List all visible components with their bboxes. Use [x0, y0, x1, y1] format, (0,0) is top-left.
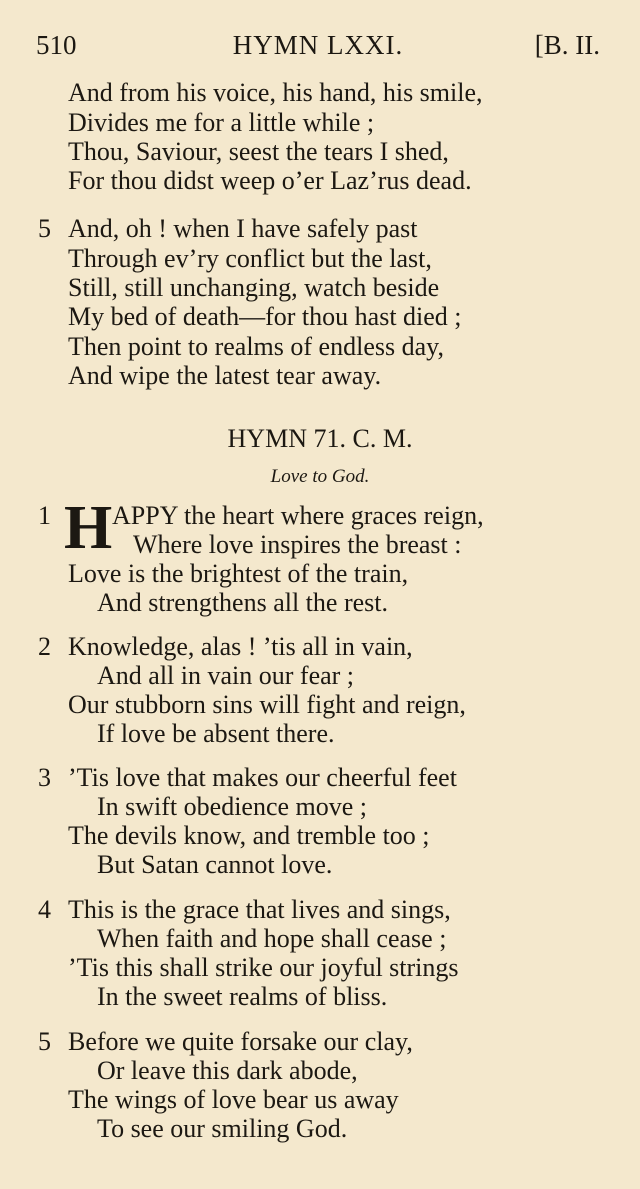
verse-line: But Satan cannot love.	[97, 850, 333, 879]
drop-cap: H	[64, 494, 113, 562]
verse-line: The wings of love bear us away	[68, 1085, 399, 1114]
verse-line: And from his voice, his hand, his smile,	[68, 78, 483, 107]
stanza-number: 3	[38, 763, 51, 792]
verse-line: In swift obedience move ;	[97, 792, 368, 821]
verse-line: And all in vain our fear ;	[97, 661, 355, 690]
stanza-number: 2	[38, 632, 51, 661]
verse-line: And, oh ! when I have safely past	[68, 214, 418, 243]
verse-line: In the sweet realms of bliss.	[97, 982, 388, 1011]
verse-line: For thou didst weep o’er Laz’rus dead.	[68, 166, 472, 195]
verse-line: APPY the heart where graces reign,	[112, 501, 484, 530]
verse-line: Divides me for a little while ;	[68, 108, 375, 137]
page-number: 510	[36, 30, 77, 60]
stanza-number: 1	[38, 501, 51, 530]
verse-line: And wipe the latest tear away.	[68, 361, 382, 390]
running-title: HYMN LXXI.	[232, 30, 404, 60]
running-header	[36, 30, 600, 66]
verse-line: The devils know, and tremble too ;	[68, 821, 430, 850]
verse-line: And strengthens all the rest.	[97, 588, 388, 617]
book-reference: [B. II.	[534, 30, 600, 60]
verse-line: Love is the brightest of the train,	[68, 559, 409, 588]
stanza-number: 5	[38, 1027, 51, 1056]
verse-line: Before we quite forsake our clay,	[68, 1027, 413, 1056]
verse-line: Still, still unchanging, watch beside	[68, 273, 440, 302]
verse-line: If love be absent there.	[97, 719, 335, 748]
verse-line: Our stubborn sins will fight and reign,	[68, 690, 466, 719]
verse-line: This is the grace that lives and sings,	[68, 895, 451, 924]
verse-line: Then point to realms of endless day,	[68, 332, 444, 361]
hymn-subtitle: Love to God.	[270, 466, 370, 487]
stanza-number: 5	[38, 214, 51, 243]
stanza-number: 4	[38, 895, 51, 924]
verse-line: When faith and hope shall cease ;	[97, 924, 447, 953]
verse-line: Knowledge, alas ! ’tis all in vain,	[68, 632, 413, 661]
hymn-title: HYMN 71. C. M.	[227, 424, 413, 453]
verse-line: ’Tis love that makes our cheerful feet	[68, 763, 457, 792]
verse-line: Through ev’ry conflict but the last,	[68, 244, 432, 273]
verse-line: Or leave this dark abode,	[97, 1056, 358, 1085]
verse-line: Where love inspires the breast :	[133, 530, 462, 559]
verse-line: Thou, Saviour, seest the tears I shed,	[68, 137, 449, 166]
verse-line: ’Tis this shall strike our joyful strings	[68, 953, 459, 982]
verse-line: To see our smiling God.	[97, 1114, 348, 1143]
verse-line: My bed of death—for thou hast died ;	[68, 302, 462, 331]
